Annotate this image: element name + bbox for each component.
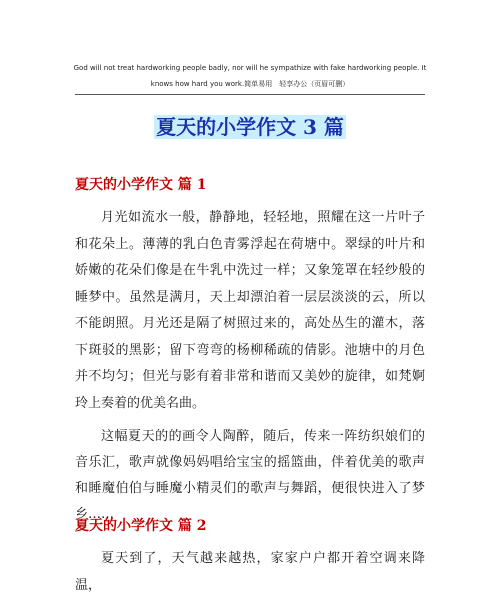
header-tagline: God will not treat hardworking people badly, nor will he sympathize with fake hardworking people. It knows how hard you work.简单易用 轻享办公（页眉可删） (73, 64, 427, 88)
section-1-paragraph-2: 这幅夏天的的画令人陶醉，随后，传来一阵纺织娘们的音乐汇，歌声就像妈妈唱给宝宝的摇篮曲，伴着优美的歌声和睡魔伯伯与睡魔小精灵们的歌声与舞蹈，便很快进入了梦乡…… (75, 429, 425, 522)
header-divider (75, 94, 425, 95)
document-title-text: 夏天的小学作文 3 篇 (156, 115, 344, 139)
section-heading-1: 夏天的小学作文 篇 1 (75, 177, 207, 193)
document-title (0, 113, 500, 141)
section-heading-2: 夏天的小学作文 篇 2 (75, 518, 207, 534)
section-1-paragraph-1: 月光如流水一般，静静地，轻轻地，照耀在这一片叶子和花朵上。薄薄的乳白色青雾浮起在荷塘中。翠绿的叶片和娇嫩的花朵们像是在牛乳中洗过一样；又象笼罩在轻纱般的睡梦中。虽然是满月，天上却漂泊着一层层淡淡的云，所以不能朗照。月光还是隔了树照过来的，高处丛生的灌木，落下斑驳的黑影；留下弯弯的杨柳稀疏的倩影。池塘中的月色并不均匀；但光与影有着非常和谐而又美妙的旋律，如梵婀玲上奏着的优美名曲。 (75, 210, 425, 411)
section-2-paragraph-1: 夏天到了，天气越来越热，家家户户都开着空调来降温， (75, 551, 425, 593)
